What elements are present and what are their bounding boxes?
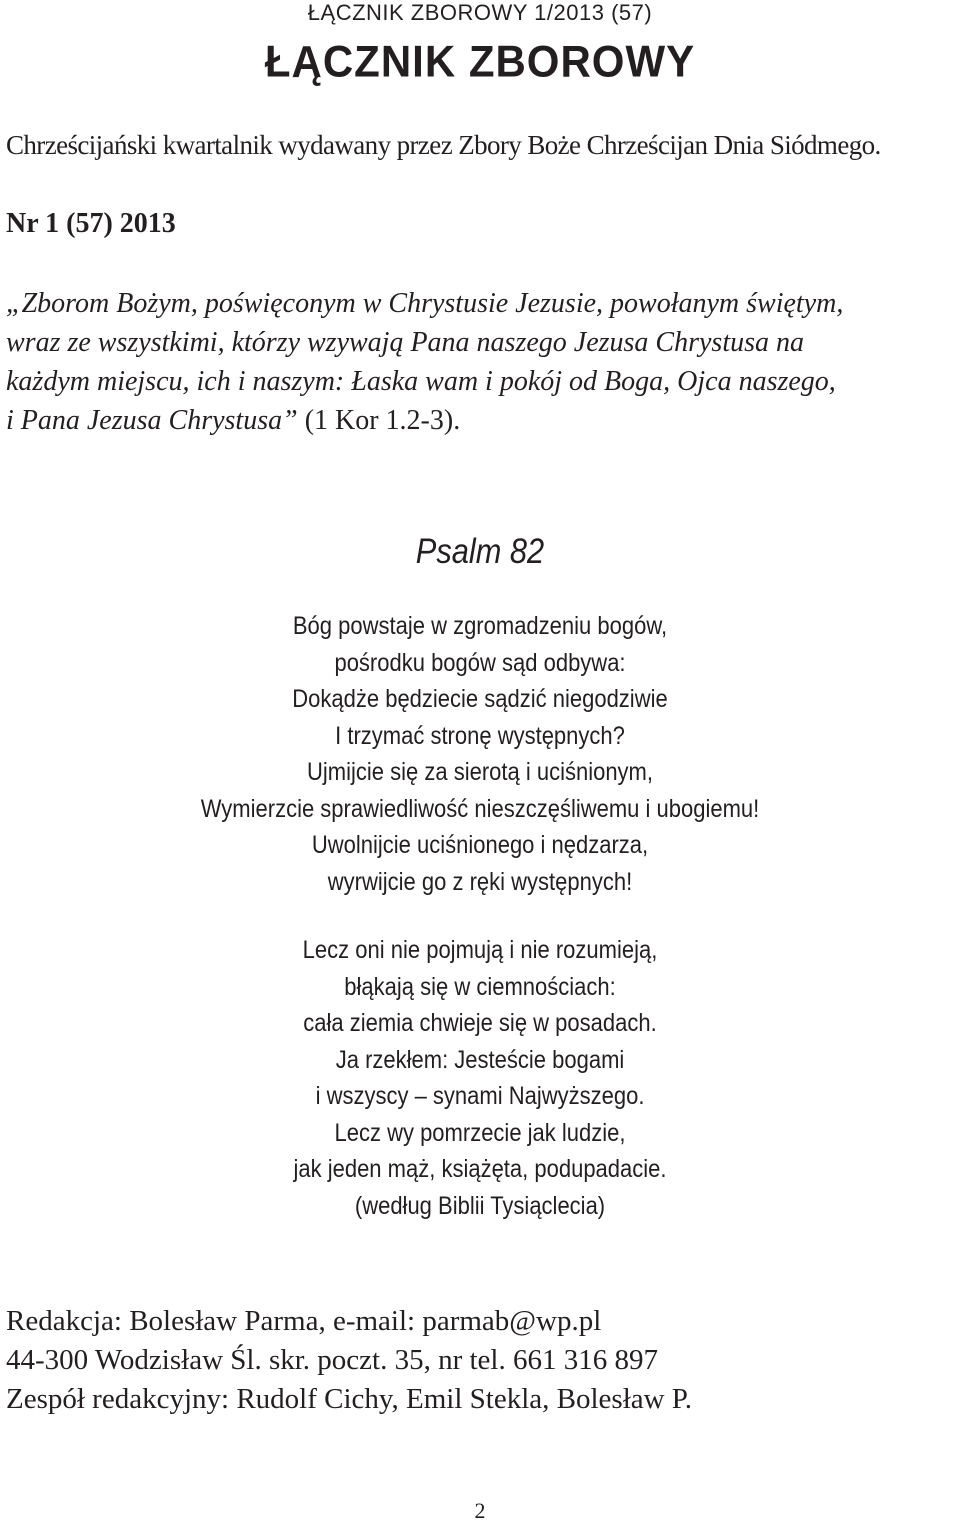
page-number: 2 [474,1498,486,1523]
editorial-info [6,1302,956,1419]
editorial-team-line: Zespół redakcyjny: Rudolf Cichy, Emil Stekla, Bolesław P. [6,1383,692,1415]
epigraph [6,284,956,440]
epigraph-line: „Zborom Bożym, poświęconym w Chrystusie Jezusie, powołanym świętym, [6,288,844,319]
verse-line: I trzymać stronę występnych? [335,721,625,750]
address-line: 44-300 Wodzisław Śl. skr. poczt. 35, nr tel. 661 316 897 [6,1344,658,1376]
epigraph-line [6,401,956,440]
verse-line: i wszyscy – synami Najwyższego. [315,1082,645,1110]
masthead-title: ŁĄCZNIK ZBOROWY [264,36,696,87]
verse-line: Ujmijcie się za sierotą i uciśnionym, [306,758,654,786]
psalm-stanza-2 [0,932,960,1224]
verse-line: Wymierzcie sprawiedliwość nieszczęśliwemu i ubogiemu! [200,794,760,823]
verse-line: błąkają się w ciemnościach: [344,972,616,1001]
verse-line: wyrwijcie go z ręki występnych! [327,867,633,896]
epigraph-line: wraz ze wszystkimi, którzy wzywają Pana naszego Jezusa Chrystusa na [6,327,804,358]
editor-line: Redakcja: Bolesław Parma, e-mail: parmab@wp.pl [6,1305,602,1337]
verse-line: jak jeden mąż, książęta, podupadacie. [293,1155,667,1183]
issue-number: Nr 1 (57) 2013 [6,208,176,239]
verse-line: Dokądże będziecie sądzić niegodziwie [292,685,668,713]
verse-line: pośrodku bogów sąd odbywa: [334,648,626,677]
epigraph-last-line: i Pana Jezusa Chrystusa” [6,405,298,436]
epigraph-line: każdym miejscu, ich i naszym: Łaska wam i pokój od Boga, Ojca naszego, [6,366,836,397]
psalm-stanza-1 [0,608,960,900]
publication-subtitle: Chrześcijański kwartalnik wydawany przez Zbory Boże Chrześcijan Dnia Siódmego. [6,130,881,160]
verse-line: Uwolnijcie uciśnionego i nędzarza, [311,831,649,859]
verse-line: cała ziemia chwieje się w posadach. [303,1009,657,1037]
translation-source: (według Biblii Tysiąclecia) [354,1191,606,1220]
epigraph-reference: (1 Kor 1.2-3). [297,405,461,436]
verse-line: Lecz oni nie pojmują i nie rozumieją, [302,936,658,964]
psalm-title: Psalm 82 [415,532,545,571]
verse-line: Ja rzekłem: Jesteście bogami [335,1045,625,1074]
running-header: ŁĄCZNIK ZBOROWY 1/2013 (57) [307,0,653,25]
verse-line: Bóg powstaje w zgromadzeniu bogów, [292,612,668,640]
verse-line: Lecz wy pomrzecie jak ludzie, [334,1118,626,1147]
